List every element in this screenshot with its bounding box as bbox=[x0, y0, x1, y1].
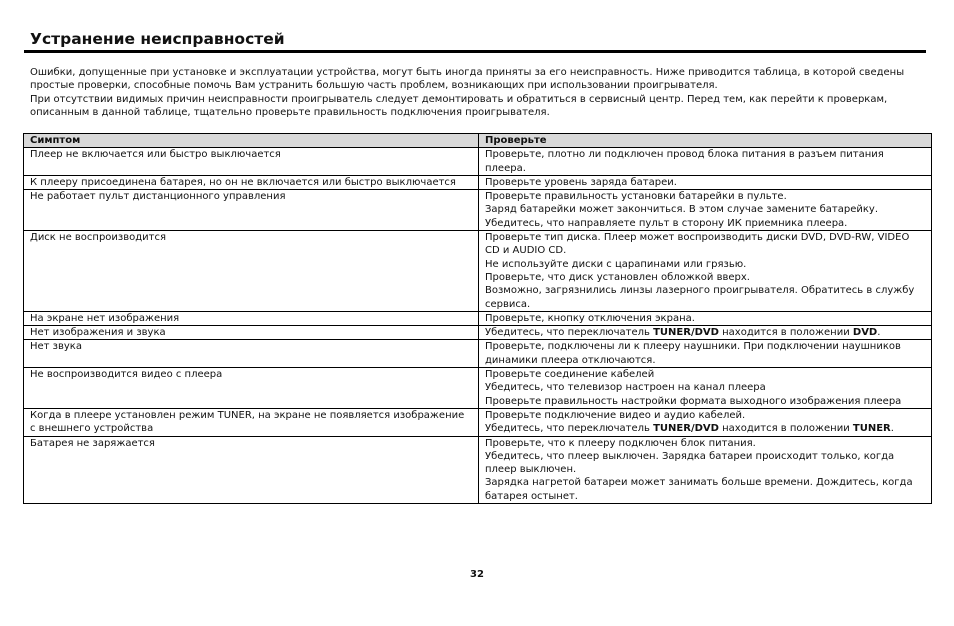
check-line: Заряд батарейки может закончиться. В этом случае замените батарейку. bbox=[485, 204, 879, 216]
page-title: Устранение неисправностей bbox=[30, 30, 285, 48]
check-line: Возможно, загрязнились линзы лазерного проигрывателя. Обратитесь в службу сервиса. bbox=[485, 285, 915, 310]
check-line: Убедитесь, что телевизор настроен на канал плеера bbox=[485, 382, 766, 394]
symptom-cell: Диск не воспроизводится bbox=[24, 231, 479, 312]
check-line: Проверьте, что к плееру подключен блок питания. bbox=[485, 437, 756, 449]
table-row bbox=[24, 436, 932, 503]
check-line: Проверьте правильность установки батарейки в пульте. bbox=[485, 191, 787, 203]
check-line: Проверьте соединение кабелей bbox=[485, 369, 655, 381]
symptom-cell: Батарея не заряжается bbox=[24, 436, 479, 503]
intro-paragraph: При отсутствии видимых причин неисправности проигрыватель следует демонтировать и обратиться в сервисный центр. Перед тем, как перейти к проверкам, описанным в данной таблице, тщательно проверьте правильность подключения проигрывателя. bbox=[30, 93, 888, 119]
switch-name: TUNER/DVD bbox=[653, 327, 719, 339]
check-text: . bbox=[877, 327, 881, 339]
check-text: находится в положении bbox=[718, 327, 853, 339]
page-number: 32 bbox=[470, 569, 484, 580]
check-text: . bbox=[890, 423, 894, 435]
check-line: Убедитесь, что плеер выключен. Зарядка батареи происходит только, когда плеер выключен. bbox=[485, 450, 895, 476]
check-line: Проверьте, плотно ли подключен провод блока питания в разъем питания плеера. bbox=[485, 149, 884, 174]
table-row bbox=[24, 326, 932, 340]
header-symptom: Симптом bbox=[24, 134, 479, 148]
check-cell bbox=[479, 190, 932, 231]
check-line: Проверьте подключение видео и аудио кабелей. bbox=[485, 409, 746, 421]
symptom-cell: Не воспроизводится видео с плеера bbox=[24, 368, 479, 409]
symptom-cell: На экране нет изображения bbox=[24, 311, 479, 325]
check-line: Зарядка нагретой батареи может занимать больше времени. Дождитесь, когда батарея остынет. bbox=[485, 477, 913, 502]
switch-position: DVD bbox=[852, 327, 878, 339]
check-line: Проверьте, кнопку отключения экрана. bbox=[485, 312, 695, 324]
check-cell bbox=[479, 148, 932, 176]
symptom-cell: Когда в плеере установлен режим TUNER, на экране не появляется изображение с внешнего устройства bbox=[24, 408, 479, 436]
check-cell bbox=[479, 340, 932, 368]
title-divider bbox=[24, 50, 926, 53]
check-cell bbox=[479, 326, 932, 340]
symptom-cell: Плеер не включается или быстро выключается bbox=[24, 148, 479, 176]
check-cell bbox=[479, 175, 932, 189]
check-line: Проверьте, что диск установлен обложкой вверх. bbox=[485, 271, 750, 283]
check-line: Убедитесь, что направляете пульт в сторону ИК приемника плеера. bbox=[485, 217, 848, 229]
check-line: Проверьте тип диска. Плеер может воспроизводить диски DVD, DVD-RW, VIDEO CD и AUDIO CD. bbox=[485, 232, 910, 257]
table-row bbox=[24, 190, 932, 231]
check-cell bbox=[479, 436, 932, 503]
table-row bbox=[24, 340, 932, 368]
switch-name: TUNER/DVD bbox=[653, 423, 719, 435]
table-header-row bbox=[24, 134, 932, 148]
symptom-cell: К плееру присоединена батарея, но он не включается или быстро выключается bbox=[24, 175, 479, 189]
check-cell bbox=[479, 368, 932, 409]
intro-paragraph: Ошибки, допущенные при установке и эксплуатации устройства, могут быть иногда приняты за его неисправность. Ниже приводится таблица, в которой сведены простые проверки, способные помочь Вам устранить большую часть проблем, возникающих при использовании проигрывателя. bbox=[30, 67, 905, 92]
check-line bbox=[485, 326, 925, 339]
check-cell bbox=[479, 231, 932, 312]
switch-position: TUNER bbox=[852, 423, 891, 435]
check-text: Убедитесь, что переключатель bbox=[485, 423, 654, 435]
table-row bbox=[24, 175, 932, 189]
check-text: Убедитесь, что переключатель bbox=[485, 327, 654, 339]
check-line: Проверьте уровень заряда батареи. bbox=[485, 176, 677, 188]
intro-text bbox=[30, 66, 920, 120]
symptom-cell: Не работает пульт дистанционного управления bbox=[24, 190, 479, 231]
table-row bbox=[24, 368, 932, 409]
table-row bbox=[24, 148, 932, 176]
check-cell bbox=[479, 408, 932, 436]
check-line: Не используйте диски с царапинами или грязью. bbox=[485, 258, 747, 270]
symptom-cell: Нет звука bbox=[24, 340, 479, 368]
check-cell bbox=[479, 311, 932, 325]
symptom-cell: Нет изображения и звука bbox=[24, 326, 479, 340]
header-check: Проверьте bbox=[479, 134, 932, 148]
table-row bbox=[24, 311, 932, 325]
check-text: находится в положении bbox=[718, 423, 853, 435]
check-line: Проверьте, подключены ли к плееру наушники. При подключении наушников динамики плеера отключаются. bbox=[485, 341, 901, 366]
table-row bbox=[24, 231, 932, 312]
check-line: Проверьте правильность настройки формата выходного изображения плеера bbox=[485, 395, 902, 407]
check-line bbox=[485, 422, 925, 435]
troubleshooting-table bbox=[23, 133, 932, 504]
table-row bbox=[24, 408, 932, 436]
